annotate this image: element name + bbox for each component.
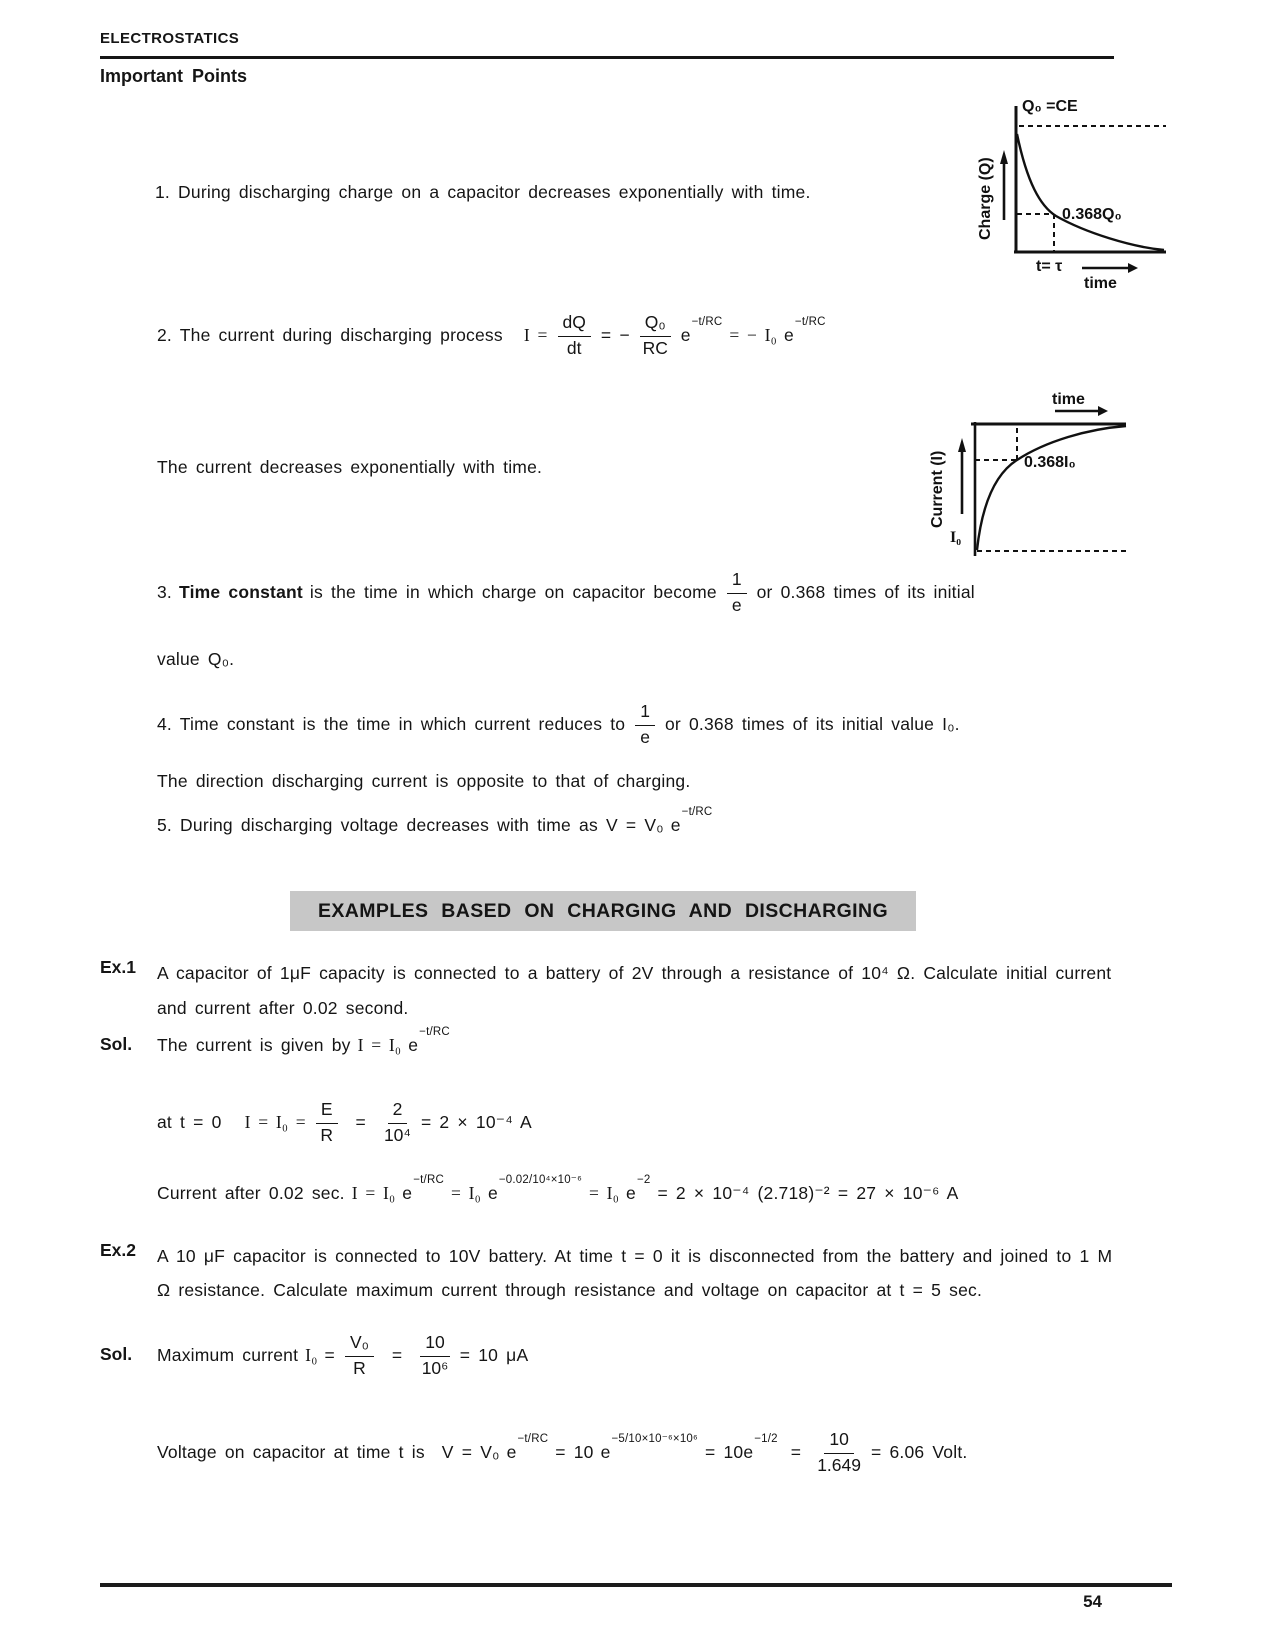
exponent: −5/10×10⁻⁶×10⁶ [611, 1433, 698, 1446]
point-3-number: 3. [157, 582, 172, 603]
denominator: e [640, 727, 650, 747]
eq-term: = I₀ [589, 1183, 619, 1204]
sol2-label: Sol. [100, 1344, 133, 1364]
point-1-text: 1. During discharging charge on a capacitor decreases exponentially with time. [155, 182, 811, 202]
charge-axis-label: Charge (Q) [977, 157, 994, 240]
denominator: e [731, 595, 742, 615]
point-5-text: 5. During discharging voltage decreases with time as V = V₀ [157, 815, 664, 836]
numerator: 10 [824, 1429, 853, 1454]
fraction-1-e [727, 569, 747, 617]
denominator: R [320, 1125, 333, 1145]
fraction-10-1649 [817, 1429, 861, 1477]
e-base: e [506, 1442, 517, 1463]
point-4-text-cont: or 0.368 times of its initial value I₀. [664, 714, 960, 735]
exponent: −t/RC [691, 316, 723, 329]
sol2-line1 [157, 1318, 528, 1394]
denominator: 10⁶ [421, 1358, 449, 1378]
exponent: −2 [636, 1174, 651, 1187]
eq-result: = 10 μA [459, 1345, 529, 1366]
eq-term: = I₀ [450, 1183, 481, 1204]
eq-term: I = I₀ [351, 1183, 396, 1204]
exponent: −t/RC [413, 1174, 444, 1187]
charge-marker-label: 0.368Q₀ [1062, 206, 1122, 223]
eq-term: = [355, 1112, 366, 1133]
point-2-text: 2. The current during discharging process [157, 325, 503, 346]
eq-term: = [324, 1345, 335, 1366]
eq-term: = [790, 1442, 802, 1463]
exponent: −t/RC [419, 1026, 450, 1039]
denominator: R [353, 1358, 366, 1378]
charge-decay-graph [940, 90, 1170, 290]
numerator: 10 [420, 1332, 449, 1357]
point-3-line2: value Q₀. [157, 649, 235, 669]
point-4-text: 4. Time constant is the time in which current reduces to [157, 714, 626, 735]
eq-pre: at t = 0 [157, 1112, 222, 1133]
current-marker-label: 0.368I₀ [1024, 454, 1076, 471]
point-3-text-cont: or 0.368 times of its initial [756, 582, 975, 603]
fraction-10-106 [420, 1332, 449, 1380]
point-3-text: is the time in which charge on capacitor become [309, 582, 717, 603]
current-decay-graph [878, 368, 1130, 558]
exp-term [783, 316, 826, 348]
numerator: E [316, 1099, 338, 1124]
charge-decay-curve [1017, 134, 1164, 250]
time-label: time [1084, 275, 1117, 290]
sol1-label: Sol. [100, 1034, 133, 1054]
point-5 [157, 808, 712, 844]
up-arrowhead-icon [1000, 150, 1008, 164]
eq-term: = 10 [555, 1442, 594, 1463]
fraction-e-r [316, 1099, 338, 1147]
exp-term [408, 1026, 450, 1058]
eq-pre: Current after 0.02 sec. [157, 1183, 345, 1204]
e-base: = 10e [704, 1442, 754, 1463]
numerator: V₀ [345, 1332, 374, 1357]
exponent: −t/RC [794, 316, 826, 329]
e-base: e [783, 325, 794, 346]
page-number: 54 [1083, 1592, 1102, 1611]
fraction-dq-dt [558, 312, 591, 360]
up-arrowhead-icon [958, 438, 966, 452]
fraction-1-e [635, 701, 655, 749]
page-header: ELECTROSTATICS [100, 30, 240, 47]
e-base: e [408, 1035, 419, 1056]
point-4 [157, 690, 960, 760]
sol2-line2 [157, 1414, 967, 1492]
e-base: e [487, 1183, 498, 1204]
ex2-text: A 10 μF capacitor is connected to 10V battery. At time t = 0 it is disconnected from the battery and joined to 1 M Ω resistance. Calculate maximum current through resistance and voltage on capacitor at t = 5 sec. [157, 1246, 1113, 1300]
examples-banner: EXAMPLES BASED ON CHARGING AND DISCHARGING [290, 891, 916, 931]
ex1-text: A capacitor of 1μF capacity is connected to a battery of 2V through a resistance of 10⁴ Ω. Calculate initial current and current after 0.02 second. [157, 963, 1112, 1018]
eq-pre: Voltage on capacitor at time t is [157, 1442, 425, 1463]
numerator: 2 [388, 1099, 408, 1124]
sol1-line3 [157, 1172, 958, 1216]
sol1-line2 [157, 1085, 532, 1161]
denominator: 1.649 [817, 1455, 861, 1475]
eq-lhs: V = V₀ [441, 1442, 500, 1463]
eq-term: = − [600, 325, 630, 346]
ex1-label: Ex.1 [100, 957, 136, 977]
numerator: 1 [635, 701, 655, 726]
point-3 [157, 558, 975, 628]
exp-term [402, 1174, 444, 1206]
e-base: e [402, 1183, 413, 1204]
eq-lhs: I = I₀ = [244, 1112, 306, 1133]
point-2b-text: The current decreases exponentially with time. [157, 457, 543, 477]
point-2 [157, 298, 826, 374]
eq-lhs: I = I₀ [357, 1035, 402, 1056]
sol1-line1 [157, 1026, 450, 1066]
fraction-q0-rc [640, 312, 671, 360]
sol2-intro: Maximum current [157, 1345, 299, 1366]
q0-ce-label: Q₀ =CE [1022, 98, 1078, 115]
i0-label: I₀ [950, 529, 962, 546]
exp-term [670, 806, 713, 838]
exponent: −t/RC [681, 806, 713, 819]
eq-lhs: I = [523, 325, 548, 346]
numerator: 1 [727, 569, 747, 594]
numerator: Q₀ [640, 312, 671, 337]
fraction-v0-r [345, 1332, 374, 1380]
point-3-bold: Time constant [179, 582, 303, 603]
point-4-line2: The direction discharging current is opposite to that of charging. [157, 771, 691, 791]
current-rise-curve [977, 426, 1126, 550]
time-label: time [1052, 391, 1085, 408]
eq-term: = − I₀ [729, 325, 777, 346]
footer-rule [100, 1583, 1172, 1587]
exp-term [506, 1433, 549, 1465]
tau-label: t= τ [1036, 258, 1063, 275]
sol1-intro: The current is given by [157, 1035, 351, 1056]
e-base: e [600, 1442, 611, 1463]
denominator: dt [566, 338, 582, 358]
e-base: e [670, 815, 681, 836]
denominator: RC [642, 338, 668, 358]
exp-term [626, 1174, 651, 1206]
eq-term: = [391, 1345, 403, 1366]
exponent: −0.02/10⁴×10⁻⁶ [498, 1174, 583, 1187]
time-arrowhead-icon [1098, 406, 1108, 416]
header-rule [100, 56, 1114, 59]
ex2-label: Ex.2 [100, 1240, 136, 1260]
section-title: Important Points [100, 66, 247, 86]
denominator: 10⁴ [383, 1125, 411, 1145]
time-arrowhead-icon [1128, 263, 1138, 273]
eq-result: = 2 × 10⁻⁴ A [420, 1112, 532, 1133]
exp-term [704, 1433, 778, 1465]
exponent: −t/RC [517, 1433, 549, 1446]
e-base: e [626, 1183, 636, 1204]
fraction-2-104 [384, 1099, 411, 1147]
current-axis-label: Current (I) [929, 450, 946, 528]
eq-term: I₀ [305, 1345, 318, 1366]
eq-result: = 6.06 Volt. [870, 1442, 968, 1463]
numerator: dQ [558, 312, 591, 337]
eq-result: = 2 × 10⁻⁴ (2.718)⁻² = 27 × 10⁻⁶ A [657, 1183, 959, 1204]
e-base: e [680, 325, 691, 346]
exponent: −1/2 [754, 1433, 778, 1446]
exp-term [680, 316, 723, 348]
